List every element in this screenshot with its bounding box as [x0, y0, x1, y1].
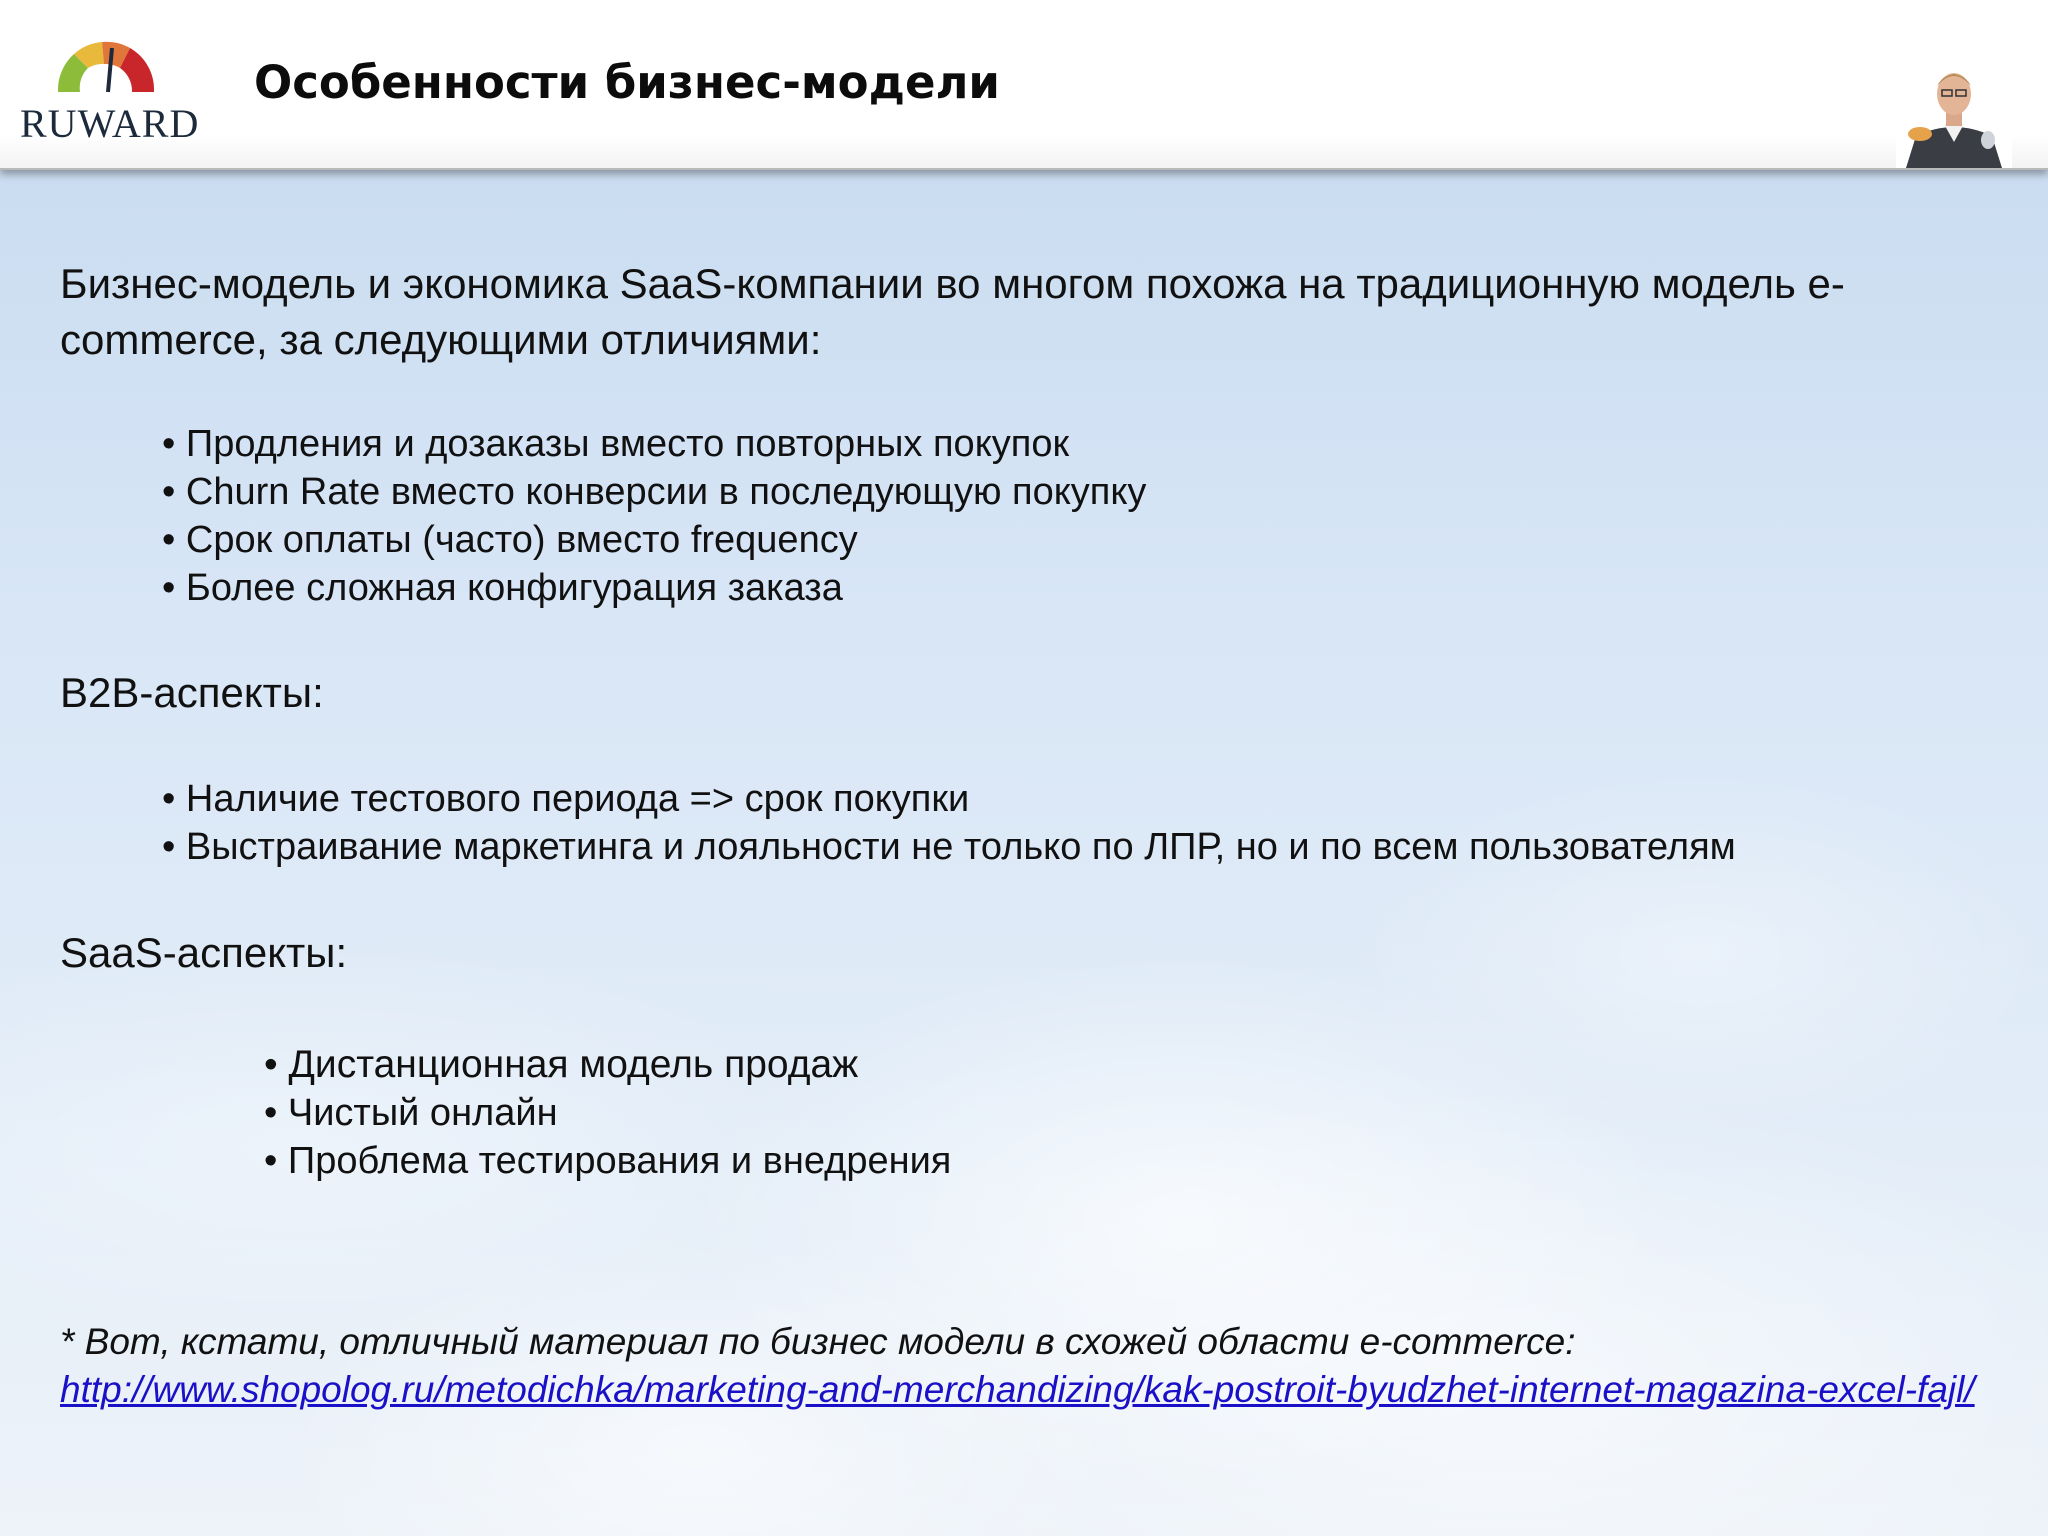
list-item: • Продления и дозаказы вместо повторных покупок	[162, 420, 1146, 468]
presenter-photo	[1896, 62, 2012, 168]
saas-list	[264, 1041, 951, 1185]
b2b-list	[162, 775, 1736, 871]
list-item: • Срок оплаты (часто) вместо frequency	[162, 516, 1146, 564]
differences-list	[162, 420, 1146, 612]
ruward-logo	[20, 28, 200, 146]
list-item: • Проблема тестирования и внедрения	[264, 1137, 951, 1185]
intro-paragraph: Бизнес-модель и экономика SaaS-компании во многом похожа на традиционную модель e-commerce, за следующими отличиями:	[60, 260, 1845, 363]
saas-heading: SaaS-аспекты:	[60, 929, 348, 976]
logo-text: RUWARD	[20, 101, 200, 146]
list-item: • Чистый онлайн	[264, 1089, 951, 1137]
page-title: Особенности бизнес-модели	[254, 56, 1000, 109]
footnote-text: * Вот, кстати, отличный материал по бизнес модели в схожей области e-commerce:	[60, 1321, 1576, 1362]
footnote	[60, 1318, 2000, 1414]
gauge-icon	[50, 28, 162, 98]
list-item: • Выстраивание маркетинга и лояльности не только по ЛПР, но и по всем пользователям	[162, 823, 1736, 871]
b2b-heading: B2B-аспекты:	[60, 669, 324, 716]
list-item: • Более сложная конфигурация заказа	[162, 564, 1146, 612]
footnote-link[interactable]: http://www.shopolog.ru/metodichka/marketing-and-merchandizing/kak-postroit-byudzhet-internet-magazina-excel-fajl/	[60, 1369, 1975, 1410]
list-item: • Churn Rate вместо конверсии в последующую покупку	[162, 468, 1146, 516]
list-item: • Наличие тестового периода => срок покупки	[162, 775, 1736, 823]
slide-header	[0, 0, 2048, 170]
list-item: • Дистанционная модель продаж	[264, 1041, 951, 1089]
